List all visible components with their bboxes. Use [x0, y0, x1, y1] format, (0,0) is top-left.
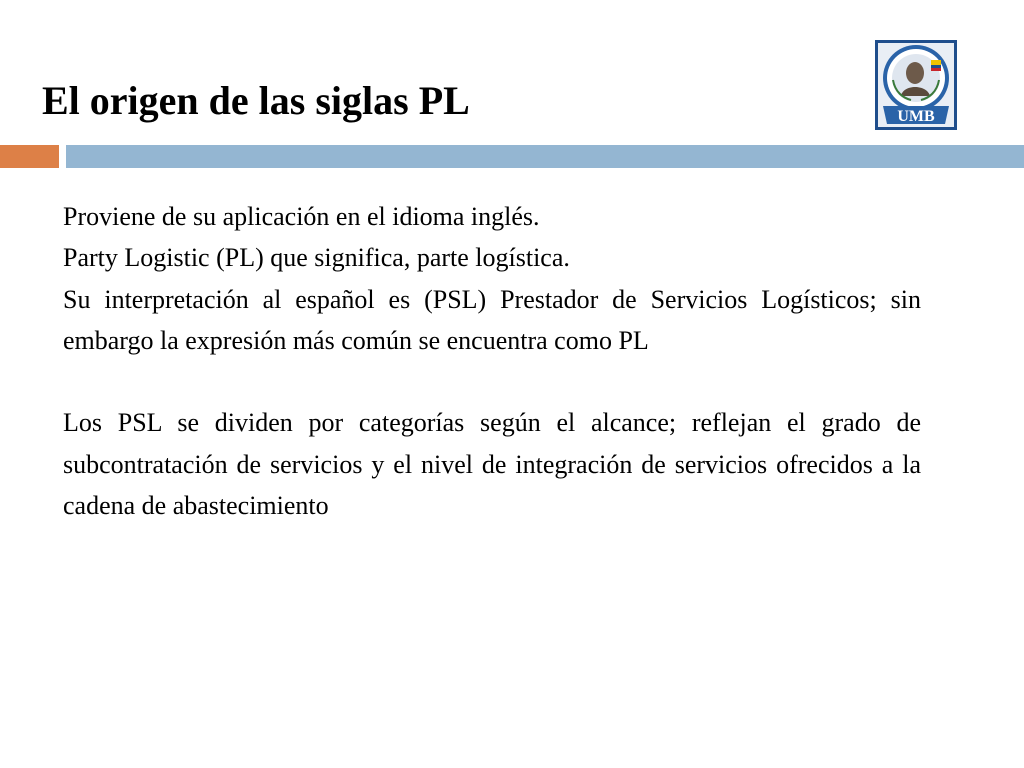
body-paragraph: Los PSL se dividen por categorías según el alcance; reflejan el grado de subcontratación de servicios y el nivel de integración de servicios ofrecidos a la cadena de abastecimiento [63, 408, 921, 521]
body-paragraph: Proviene de su aplicación en el idioma inglés. [63, 202, 540, 231]
accent-bar-blue [66, 145, 1024, 168]
university-logo [875, 40, 957, 130]
body-paragraph: Party Logistic (PL) que significa, parte logística. [63, 243, 570, 273]
svg-text:UMB: UMB [897, 108, 935, 125]
paragraph-spacer [63, 361, 921, 402]
slide-body [63, 196, 921, 526]
slide-title: El origen de las siglas PL [42, 78, 470, 123]
umb-seal-icon [875, 40, 957, 130]
accent-bar-orange [0, 145, 59, 168]
body-paragraph: Su interpretación al español es (PSL) Prestador de Servicios Logísticos; sin embargo la expresión más común se encuentra como PL [63, 284, 921, 355]
